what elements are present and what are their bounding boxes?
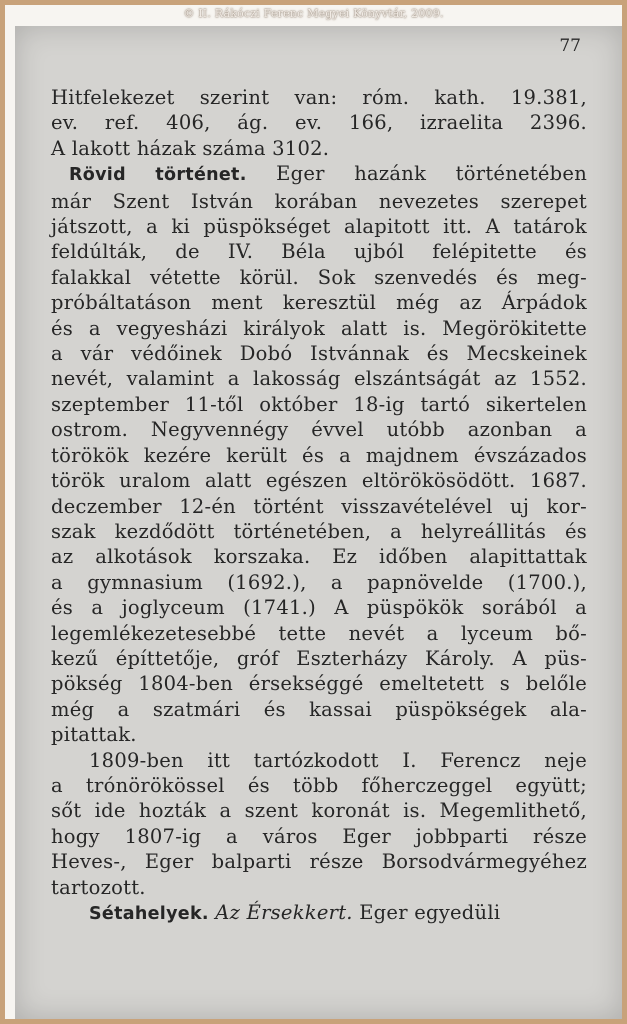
section-heading-walks: Sétahelyek. (89, 904, 209, 924)
text-line: legemlékezetesebbé tette nevét a lyceum bő- (51, 621, 587, 645)
text-line: falakkal vétette körül. Sok szenvedés és meg- (51, 265, 587, 289)
text-line: kezű építtetője, gróf Eszterházy Károly. A püs- (51, 646, 587, 670)
text-line: az alkotások korszaka. Ez időben alapittattak (51, 545, 587, 569)
text-line: és a joglyceum (1741.) A püspökök sorából a (51, 596, 587, 620)
text-line (51, 161, 587, 188)
text-line: játszott, a ki püspökséget alapitott itt. A tatárok (51, 215, 587, 239)
section-heading-history: Rövid történet. (69, 165, 247, 186)
text-line: török uralom alatt egészen eltörökösödött. 1687. (51, 469, 587, 493)
text-line: A lakott házak száma 3102. (51, 136, 330, 160)
text-line: törökök kezére került és a majdnem évszázados (51, 443, 587, 467)
text-line: és a vegyesházi királyok alatt is. Megörökitette (51, 316, 587, 340)
copyright-watermark: © II. Rákóczi Ferenc Megyei Könyvtár, 2009. (183, 7, 444, 20)
text-line: feldúlták, de IV. Béla ujból felépitette és (51, 240, 587, 264)
italic-garden-name: Az Érsekkert. (215, 901, 353, 924)
text-line: szeptember 11-től október 18-ig tartó sikertelen (51, 392, 587, 416)
text-line: még a szatmári és kassai püspökségek ala- (51, 697, 587, 721)
text-fragment: Eger hazánk történetében (276, 162, 587, 186)
text-line: deczember 12-én történt visszavételével uj kor- (51, 494, 587, 518)
text-line: pitattak. (51, 723, 137, 747)
text-line: sőt ide hozták a szent koronát is. Megemlithető, (51, 799, 587, 823)
text-line: tartozott. (51, 875, 146, 899)
text-line: ostrom. Negyvennégy évvel utóbb azonban a (51, 418, 587, 442)
text-line: pökség 1804-ben érsekséggé emeltetett s belőle (51, 672, 587, 696)
text-fragment: Eger egyedüli (359, 901, 501, 924)
text-line: a gymnasium (1692.), a papnövelde (1700.), (51, 570, 587, 594)
text-line: a vár védőinek Dobó Istvánnak és Mecskeinek (51, 342, 587, 366)
text-line: próbáltatáson ment keresztül még az Árpádok (51, 291, 587, 315)
page-number: 77 (559, 36, 581, 56)
text-line: már Szent István korában nevezetes szerepet (51, 189, 587, 213)
text-line: a trónörökössel és több főherczeggel együtt; (51, 773, 587, 797)
text-line: nevét, valamint a lakosság elszántságát az 1552. (51, 367, 587, 391)
text-line: ev. ref. 406, ág. ev. 166, izraelita 2396. (51, 111, 587, 135)
text-line: szak kezdődött történetében, a helyreállitás és (51, 519, 587, 543)
text-line: Hitfelekezet szerint van: róm. kath. 19.381, (51, 86, 587, 109)
text-line: Heves-, Eger balparti része Borsodvármegyéhez (51, 850, 587, 874)
text-line: hogy 1807-ig a város Eger jobbparti része (51, 824, 587, 848)
text-line: 1809-ben itt tartózkodott I. Ferencz neje (89, 748, 587, 772)
text-line (51, 900, 587, 927)
page-body-text (51, 85, 587, 927)
